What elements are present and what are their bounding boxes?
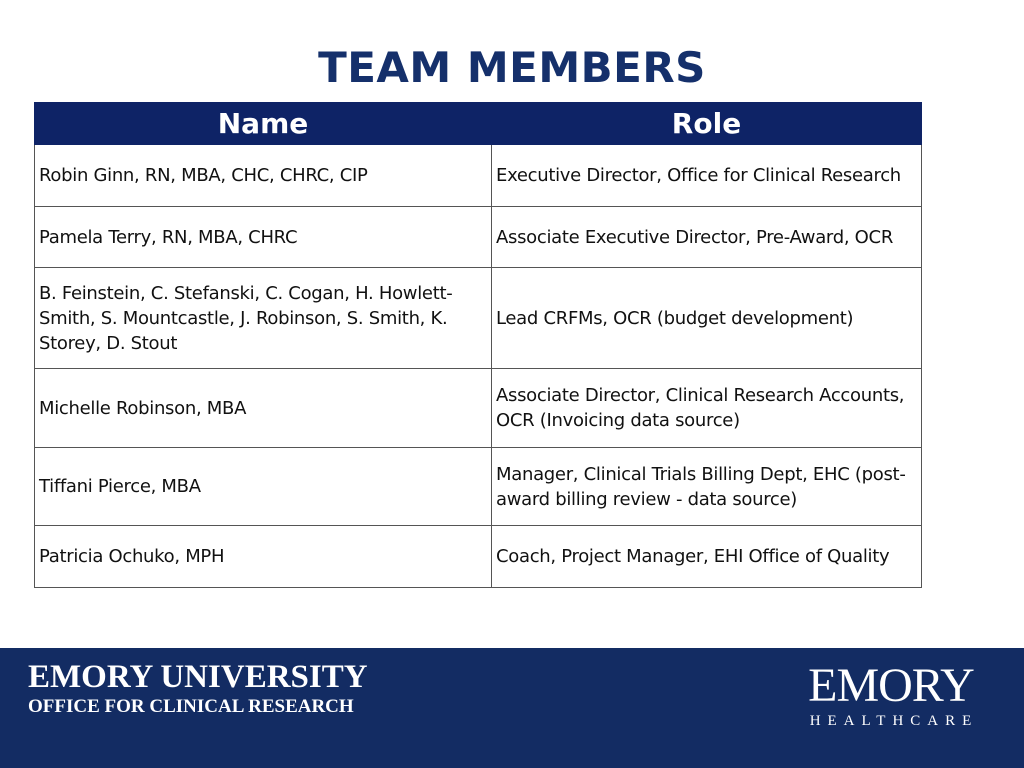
column-header-name: Name: [35, 103, 492, 145]
member-role: Manager, Clinical Trials Billing Dept, EHC (post-award billing review - data source): [492, 448, 922, 526]
member-role: Coach, Project Manager, EHI Office of Quality: [492, 526, 922, 588]
table-row: [35, 369, 922, 448]
table-row: [35, 268, 922, 369]
column-header-role: Role: [492, 103, 922, 145]
table-row: [35, 207, 922, 268]
member-name: B. Feinstein, C. Stefanski, C. Cogan, H. Howlett-Smith, S. Mountcastle, J. Robinson, S. Smith, K. Storey, D. Stout: [35, 268, 492, 369]
member-name: Pamela Terry, RN, MBA, CHRC: [35, 207, 492, 268]
member-name: Patricia Ochuko, MPH: [35, 526, 492, 588]
team-members-table: [34, 102, 922, 588]
logo-wordmark: EMORY: [808, 659, 974, 712]
logo-subtitle: HEALTHCARE: [809, 713, 979, 729]
member-role: Associate Executive Director, Pre-Award, OCR: [492, 207, 922, 268]
table-header-row: [35, 103, 922, 145]
slide-title: TEAM MEMBERS: [318, 43, 706, 92]
footer-banner: [0, 648, 1024, 768]
member-role: Associate Director, Clinical Research Accounts, OCR (Invoicing data source): [492, 369, 922, 448]
footer-department: OFFICE FOR CLINICAL RESEARCH: [28, 696, 354, 717]
member-name: Robin Ginn, RN, MBA, CHC, CHRC, CIP: [35, 145, 492, 207]
emory-healthcare-logo: [796, 659, 986, 742]
member-role: Lead CRFMs, OCR (budget development): [492, 268, 922, 369]
table-row: [35, 526, 922, 588]
member-name: Tiffani Pierce, MBA: [35, 448, 492, 526]
member-role: Executive Director, Office for Clinical Research: [492, 145, 922, 207]
member-name: Michelle Robinson, MBA: [35, 369, 492, 448]
table-row: [35, 448, 922, 526]
table-row: [35, 145, 922, 207]
footer-organization: EMORY UNIVERSITY: [28, 659, 368, 695]
